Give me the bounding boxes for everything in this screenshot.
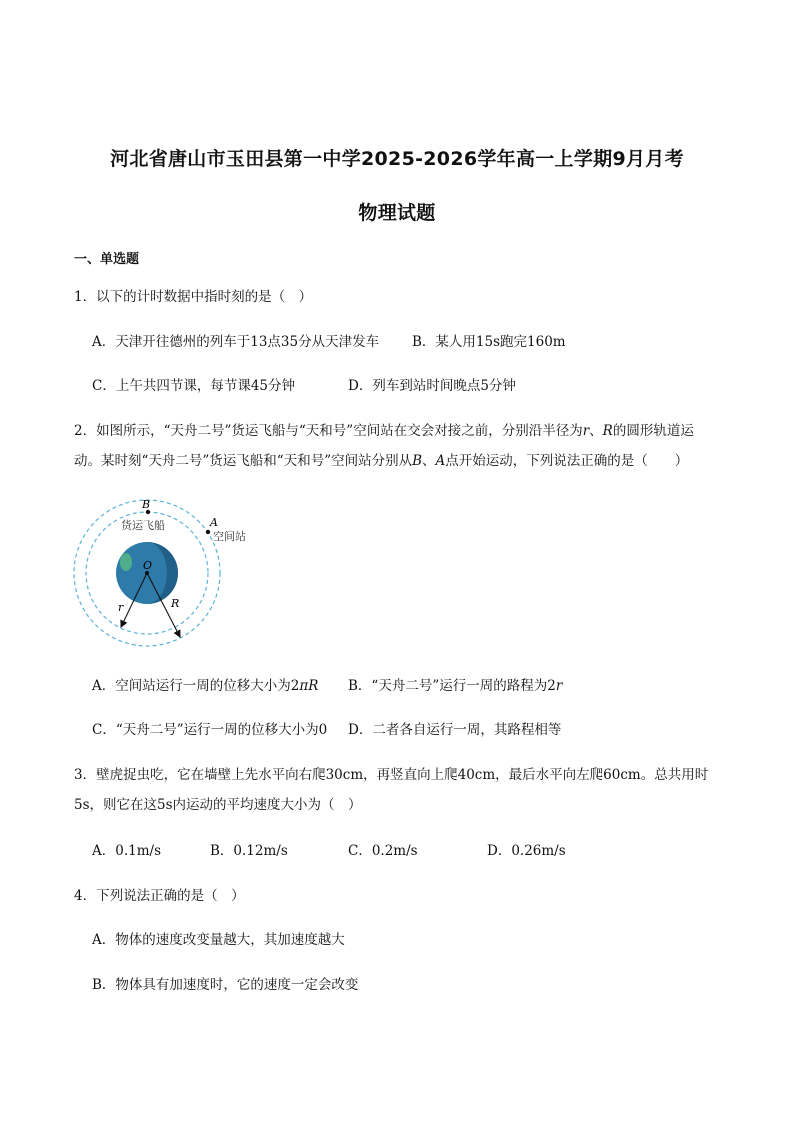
question-2-option-a <box>92 677 318 695</box>
question-1-option-b: B．某人用15s跑完160m <box>412 334 566 350</box>
var-B: B <box>412 453 423 469</box>
label-B: B <box>142 498 151 511</box>
question-3-option-d: D．0.26m/s <box>487 843 566 859</box>
section-heading: 一、单选题 <box>74 252 140 267</box>
separator: 、 <box>422 453 436 469</box>
var-r: r <box>582 423 590 439</box>
question-2-option-c: C．“天舟二号”运行一周的位移大小为0 <box>92 722 328 738</box>
question-4-option-b: B．物体具有加速度时，它的速度一定会改变 <box>92 977 359 993</box>
question-1-stem: 1．以下的计时数据中指时刻的是（ ） <box>74 289 313 305</box>
question-2-option-d: D．二者各自运行一周，其路程相等 <box>348 722 562 738</box>
option-a-var: πR <box>299 678 319 694</box>
earth-land <box>120 553 132 571</box>
option-b-var: r <box>555 678 563 694</box>
question-2-stem-part2: 的圆形轨道运 <box>612 423 694 439</box>
question-4-option-a: A．物体的速度改变量越大，其加速度越大 <box>92 932 345 948</box>
question-3-stem-line1: 3．壁虎捉虫吃，它在墙壁上先水平向右爬30cm，再竖直向上爬40cm，最后水平向左爬60cm。总共用时 <box>74 767 709 783</box>
question-3-option-a: A．0.1m/s <box>92 843 161 859</box>
exam-subtitle: 物理试题 <box>358 202 436 224</box>
var-A: A <box>435 453 446 469</box>
orbit-figure <box>68 494 258 654</box>
point-A <box>206 530 210 534</box>
question-2-stem-part1: 2．如图所示，“天舟二号”货运飞船与“天和号”空间站在交会对接之前，分别沿半径为 <box>74 423 583 439</box>
label-R: R <box>171 597 180 610</box>
label-station: 空间站 <box>213 530 246 543</box>
question-2-stem-part4: 点开始运动，下列说法正确的是（ ） <box>445 453 689 469</box>
question-1-option-c: C．上午共四节课，每节课45分钟 <box>92 378 296 394</box>
label-A: A <box>210 516 218 529</box>
question-2-stem-line1 <box>74 422 694 440</box>
option-b-text: B．“天舟二号”运行一周的路程为2 <box>348 678 556 694</box>
question-3-option-c: C．0.2m/s <box>348 843 418 859</box>
question-4-stem: 4．下列说法正确的是（ ） <box>74 888 245 904</box>
option-a-text: A．空间站运行一周的位移大小为2 <box>92 678 300 694</box>
question-3-stem-line2: 5s，则它在这5s内运动的平均速度大小为（ ） <box>74 797 362 813</box>
label-ship: 货运飞船 <box>121 519 165 532</box>
question-2-stem-line2 <box>74 452 688 470</box>
question-1-option-a: A．天津开往德州的列车于13点35分从天津发车 <box>92 334 380 350</box>
label-r: r <box>118 601 124 614</box>
label-O: O <box>143 559 153 572</box>
question-3-option-b: B．0.12m/s <box>210 843 288 859</box>
var-R: R <box>602 423 613 439</box>
separator: 、 <box>589 423 603 439</box>
question-2-stem-part3: 动。某时刻“天舟二号”货运飞船和“天和号”空间站分别从 <box>74 453 413 469</box>
question-2-option-b <box>348 677 562 695</box>
exam-title: 河北省唐山市玉田县第一中学2025-2026学年高一上学期9月月考 <box>110 148 684 170</box>
question-1-option-d: D．列车到站时间晚点5分钟 <box>348 378 516 394</box>
